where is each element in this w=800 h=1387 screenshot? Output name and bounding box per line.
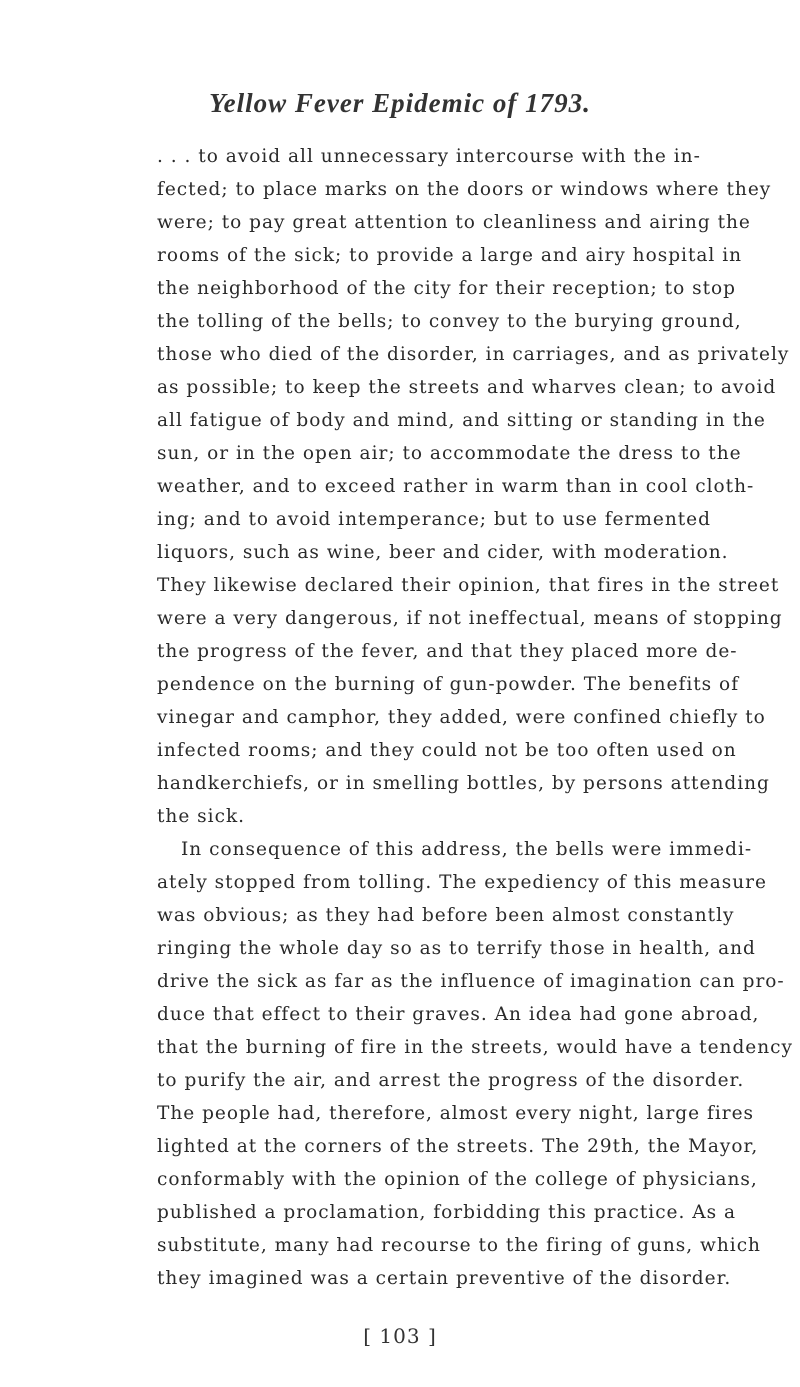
- text-line: pendence on the burning of gun-powder. The benefits of: [157, 674, 740, 695]
- running-title: Yellow Fever Epidemic of 1793.: [209, 88, 591, 118]
- text-line: that the burning of fire in the streets, would have a tendency: [157, 1037, 793, 1058]
- text-line: published a proclamation, forbidding this practice. As a: [157, 1202, 737, 1223]
- text-line: sun, or in the open air; to accommodate the dress to the: [157, 443, 742, 464]
- text-line: drive the sick as far as the influence of imagination can pro-: [157, 971, 785, 992]
- text-line: The people had, therefore, almost every night, large fires: [157, 1103, 755, 1124]
- text-line: were a very dangerous, if not ineffectual, means of stopping: [157, 608, 783, 629]
- text-line: lighted at the corners of the streets. The 29th, the Mayor,: [157, 1136, 759, 1157]
- paragraph: [157, 140, 790, 833]
- text-line: duce that effect to their graves. An idea had gone abroad,: [157, 1004, 760, 1025]
- text-line: ringing the whole day so as to terrify those in health, and: [157, 938, 756, 959]
- text-line: . . . to avoid all unnecessary intercourse with the in-: [157, 146, 701, 167]
- text-line: weather, and to exceed rather in warm than in cool cloth-: [157, 476, 755, 497]
- text-line: the neighborhood of the city for their reception; to stop: [157, 278, 737, 299]
- text-line: They likewise declared their opinion, that fires in the street: [157, 575, 780, 596]
- text-line: fected; to place marks on the doors or windows where they: [157, 179, 772, 200]
- text-line: were; to pay great attention to cleanliness and airing the: [157, 212, 751, 233]
- text-line: was obvious; as they had before been almost constantly: [157, 905, 735, 926]
- text-line: to purify the air, and arrest the progress of the disorder.: [157, 1070, 745, 1091]
- text-line: those who died of the disorder, in carriages, and as privately: [157, 344, 790, 365]
- text-line: the sick.: [157, 806, 246, 827]
- text-line: conformably with the opinion of the college of physicians,: [157, 1169, 758, 1190]
- text-line: liquors, such as wine, beer and cider, with moderation.: [157, 542, 729, 563]
- text-line: ing; and to avoid intemperance; but to use fermented: [157, 509, 711, 530]
- text-line: In consequence of this address, the bells were immedi-: [181, 839, 753, 860]
- text-line: as possible; to keep the streets and wharves clean; to avoid: [157, 377, 777, 398]
- text-line: rooms of the sick; to provide a large and airy hospital in: [157, 245, 743, 266]
- text-line: infected rooms; and they could not be too often used on: [157, 740, 737, 761]
- text-line: they imagined was a certain preventive of the disorder.: [157, 1268, 732, 1289]
- text-line: the progress of the fever, and that they placed more de-: [157, 641, 738, 662]
- text-line: ately stopped from tolling. The expediency of this measure: [157, 872, 767, 893]
- paragraph: [157, 833, 793, 1295]
- page-number: [ 103 ]: [363, 1324, 437, 1348]
- text-line: substitute, many had recourse to the firing of guns, which: [157, 1235, 761, 1256]
- text-line: the tolling of the bells; to convey to the burying ground,: [157, 311, 742, 332]
- body-text: [157, 140, 793, 1295]
- text-line: vinegar and camphor, they added, were confined chiefly to: [157, 707, 766, 728]
- text-line: handkerchiefs, or in smelling bottles, by persons attending: [157, 773, 770, 794]
- text-line: all fatigue of body and mind, and sitting or standing in the: [157, 410, 766, 431]
